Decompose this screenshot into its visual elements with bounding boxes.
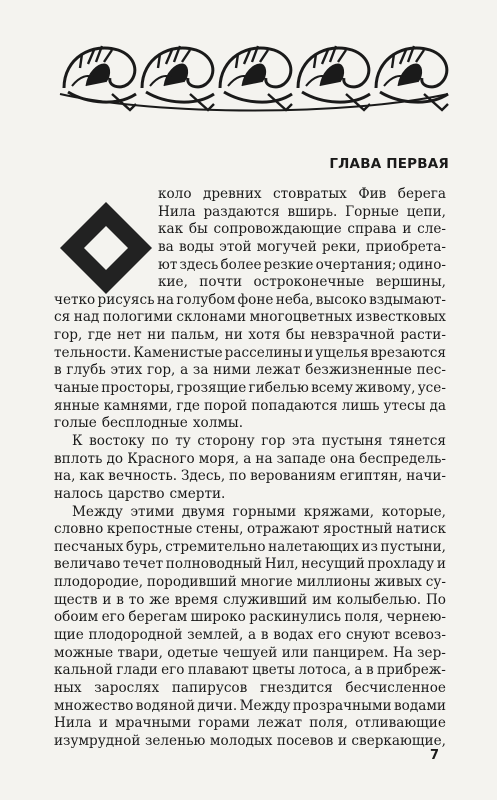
text-line: песчаных бурь, стремительно налетающих из пустыни, xyxy=(54,538,446,555)
text-line: четко рисуясь на голубом фоне неба, высоко вздымают- xyxy=(54,291,446,308)
text-line: обоим его берегам широко раскинулись поля, чернею- xyxy=(54,609,446,626)
text-line: тельности. Каменистые расселины и ущелья врезаются xyxy=(54,344,446,361)
text-line: множество водяной дичи. Между прозрачными водами xyxy=(54,697,446,714)
text-line: в глубь этих гор, а за ними лежат безжизненные пес- xyxy=(54,362,446,379)
text-line: кие, почти остроконечные вершины, xyxy=(158,274,446,291)
text-line: щие плодородной землей, а в водах его снуют всевоз- xyxy=(54,627,446,644)
text-line: плодородие, породивший многие миллионы живых су- xyxy=(54,574,446,591)
chapter-body-text xyxy=(54,186,446,751)
text-line: чаные просторы, грозящие гибелью всему живому, усе- xyxy=(54,380,446,397)
text-line: кальной глади его плавают цветы лотоса, а в прибреж- xyxy=(54,662,446,679)
text-line: вплоть до Красного моря, а на западе она беспредель- xyxy=(54,450,446,467)
text-line: голые бесплодные холмы. xyxy=(54,415,244,432)
text-line: янные камнями, где порой попадаются лишь утесы да xyxy=(54,397,446,414)
text-line: ют здесь более резкие очертания; одино- xyxy=(158,256,446,273)
decorative-lotus-border xyxy=(58,24,450,120)
text-line: Нила и мрачными горами лежат поля, отливающие xyxy=(54,715,446,732)
text-line: Между этими двумя горными кряжами, которые, xyxy=(72,503,446,520)
text-line: величаво течет полноводный Нил, несущий прохладу и xyxy=(54,556,446,573)
text-line: коло древних стовратых Фив берега xyxy=(158,186,446,202)
text-line: ва воды этой могучей реки, приобрета- xyxy=(158,238,446,255)
text-line: ся над пологими склонами многоцветных известковых xyxy=(54,309,446,326)
chapter-title: ГЛАВА ПЕРВАЯ xyxy=(329,156,449,172)
text-line: гор, где нет ни пальм, ни хотя бы невзрачной расти- xyxy=(54,327,446,344)
text-line: как бы сопровождающие справа и сле- xyxy=(158,221,446,238)
text-line: налось царство смерти. xyxy=(54,485,226,502)
text-line: на, как вечность. Здесь, по верованиям египтян, начи- xyxy=(54,468,446,485)
text-line: ных зарослях папирусов гнездится бесчисленное xyxy=(54,679,446,696)
text-line: К востоку по ту сторону гор эта пустыня тянется xyxy=(72,432,446,449)
text-line: словно крепостные стены, отражают яростный натиск xyxy=(54,521,446,538)
text-line: Нила раздаются вширь. Горные цепи, xyxy=(158,203,446,220)
page-number: 7 xyxy=(429,748,439,763)
text-line: можные твари, одетые чешуей или панцирем. На зер- xyxy=(54,644,446,661)
text-line: изумрудной зеленью молодых посевов и сверкающие, xyxy=(54,732,446,749)
text-line: ществ и в то же время служивший им колыбелью. По xyxy=(54,591,446,608)
